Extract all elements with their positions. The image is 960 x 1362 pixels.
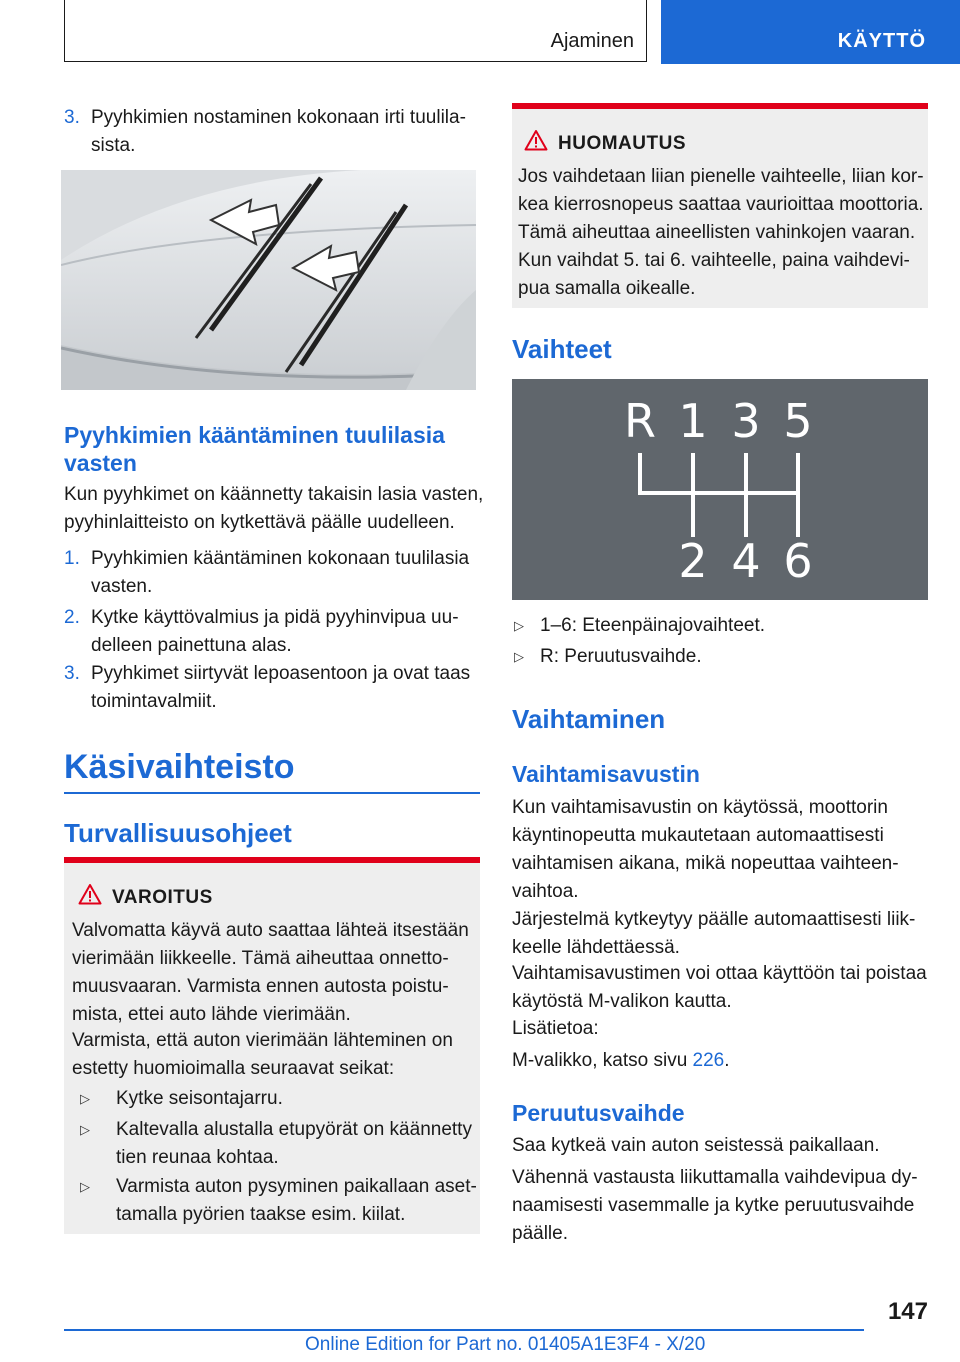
gear-label-1: 1 (678, 394, 708, 448)
bullet-text: Kaltevalla alustalla etupyörät on käännetty (116, 1119, 472, 1140)
triangle-bullet-icon: ▷ (514, 618, 524, 633)
bullet-text: Varmista auton pysyminen paikallaan aset- (116, 1176, 477, 1197)
step-number: 2. (64, 607, 80, 628)
more-info-label: Lisätietoa: (512, 1018, 599, 1039)
reverse-title: Peruutusvaihde (512, 1100, 685, 1126)
bullet-text: Kytke seisontajarru. (116, 1088, 283, 1109)
gear-label-2: 2 (678, 534, 708, 588)
subheading-line: vasten (64, 450, 137, 476)
gears-title: Vaihteet (512, 334, 612, 364)
text-line: Kun vaihtamisavustin on käytössä, moottorin (512, 797, 888, 818)
warning-bullet (80, 1116, 472, 1172)
step-text-line: toimintavalmiit. (91, 691, 217, 712)
subheading-fold-wipers (64, 421, 445, 477)
header-chapter-label: KÄYTTÖ (837, 30, 926, 52)
warning-title: VAROITUS (112, 887, 213, 908)
step-1 (64, 545, 484, 601)
step-number: 3. (64, 663, 80, 684)
bullet-text: R: Peruutusvaihde. (540, 646, 702, 667)
intro-line: pyyhinlaitteisto on kytkettävä päälle uudelleen. (64, 512, 455, 533)
text-line: Järjestelmä kytkeytyy päälle automaattisesti liik- (512, 909, 916, 930)
assist-paragraph-2 (512, 906, 915, 962)
wiper-illustration (61, 170, 476, 390)
step-raise-wipers (64, 104, 484, 160)
step-text-line: Pyyhkimien nostaminen kokonaan irti tuulila- (91, 107, 466, 128)
text-line: naamisesti vasemmalle ja kytke peruutusvaihde (512, 1195, 915, 1216)
gear-label-5: 5 (783, 394, 813, 448)
intro-line: Kun pyyhkimet on käännetty takaisin lasia vasten, (64, 484, 484, 505)
notice-line: Tämä aiheuttaa aineellisten vahinkojen vaaran. (518, 222, 916, 243)
notice-warning-icon (524, 129, 548, 156)
reverse-paragraph-1: Saa kytkeä vain auton seistessä paikallaan. (512, 1135, 880, 1156)
text-line: vaihtoa. (512, 881, 579, 902)
bullet-text: tien reunaa kohtaa. (116, 1147, 279, 1168)
warning-line: Varmista, että auton vierimään lähteminen on (72, 1030, 453, 1051)
gear-label-3: 3 (731, 394, 761, 448)
triangle-bullet-icon: ▷ (514, 649, 524, 664)
subheading-line: Pyyhkimien kääntäminen tuulilasia (64, 422, 445, 448)
step-number: 3. (64, 107, 80, 128)
assist-paragraph-1 (512, 794, 899, 906)
gear-bullet (512, 612, 765, 640)
text-line: Vaihtamisavustimen voi ottaa käyttöön tai poistaa (512, 963, 927, 984)
intro-paragraph (64, 481, 483, 537)
triangle-bullet-icon: ▷ (80, 1122, 90, 1137)
text-line: päälle. (512, 1223, 568, 1244)
text-line: keelle lähdettäessä. (512, 937, 680, 958)
gear-label-6: 6 (783, 534, 813, 588)
gear-pattern-illustration (512, 379, 928, 600)
gear-label-4: 4 (731, 534, 761, 588)
notice-line: kea kierrosnopeus saattaa vaurioittaa moottoria. (518, 194, 924, 215)
footer-edition: Online Edition for Part no. 01405A1E3F4 - X/20 (305, 1334, 706, 1355)
text-line: vaihtamisen aikana, mikä nopeuttaa vaihteen- (512, 853, 899, 874)
notice-text (518, 163, 924, 303)
step-text-line: vasten. (91, 576, 153, 597)
header-chapter-tab[interactable] (661, 0, 960, 64)
text-line: käyntinopeutta mukautetaan automaattisesti (512, 825, 884, 846)
warning-paragraph-2 (72, 1027, 453, 1083)
page-reference-link[interactable]: 226 (692, 1050, 725, 1071)
text-line: käytöstä M-valikon kautta. (512, 991, 732, 1012)
warning-bullet (80, 1085, 283, 1113)
shifting-title: Vaihtaminen (512, 704, 666, 734)
notice-title: HUOMAUTUS (558, 133, 686, 154)
warning-box (64, 863, 480, 1234)
chapter-title: Käsivaihteisto (64, 748, 295, 786)
step-text-line: Pyyhkimien kääntäminen kokonaan tuulilasia (91, 548, 470, 569)
gear-label-r: R (624, 394, 656, 448)
reference-line (512, 1047, 730, 1075)
page-number: 147 (887, 1298, 928, 1325)
warning-line: muusvaaran. Varmista ennen autosta poistu- (72, 976, 449, 997)
header-section-title: Ajaminen (550, 30, 634, 52)
bullet-text: tamalla pyörien taakse esim. kiilat. (116, 1204, 406, 1225)
step-text-line: sista. (91, 135, 136, 156)
warning-icon (78, 883, 102, 910)
bullet-text: 1–6: Eteenpäinajovaihteet. (540, 615, 766, 636)
step-text-line: Pyyhkimet siirtyvät lepoasentoon ja ovat taas (91, 663, 471, 684)
notice-line: Jos vaihdetaan liian pienelle vaihteelle, liian kor- (518, 166, 924, 187)
text-line: Vähennä vastausta liikuttamalla vaihdevipua dy- (512, 1167, 918, 1188)
triangle-bullet-icon: ▷ (80, 1091, 90, 1106)
triangle-bullet-icon: ▷ (80, 1179, 90, 1194)
wiper-drawing (61, 170, 476, 390)
warning-line: estetty huomioimalla seuraavat seikat: (72, 1058, 395, 1079)
section-title-safety: Turvallisuusohjeet (64, 818, 292, 848)
warning-line: Valvomatta käyvä auto saattaa lähteä itsestään (72, 920, 469, 941)
assist-title: Vaihtamisavustin (512, 761, 700, 787)
warning-paragraph-1 (72, 917, 469, 1029)
footer-rule (64, 1329, 864, 1331)
reference-end: . (724, 1050, 730, 1071)
notice-box (512, 109, 928, 308)
step-text-line: Kytke käyttövalmius ja pidä pyyhinvipua uu- (91, 607, 459, 628)
reverse-paragraph-2 (512, 1164, 918, 1248)
gear-bullet (512, 643, 702, 671)
warning-bullet (80, 1173, 477, 1229)
step-3 (64, 660, 484, 716)
warning-line: mista, ettei auto lähde vierimään. (72, 1004, 351, 1025)
warning-line: vierimään liikkeelle. Tämä aiheuttaa onnetto- (72, 948, 449, 969)
notice-line: Kun vaihdat 5. tai 6. vaihteelle, paina vaihdevi- (518, 250, 910, 271)
chapter-rule (64, 792, 480, 794)
step-2 (64, 604, 484, 660)
assist-paragraph-3 (512, 960, 927, 1016)
step-number: 1. (64, 548, 80, 569)
reference-text: M-valikko, katso sivu (512, 1050, 693, 1071)
notice-line: pua samalla oikealle. (518, 278, 696, 299)
gear-shift-pattern (512, 379, 928, 600)
step-text-line: delleen painettuna alas. (91, 635, 292, 656)
